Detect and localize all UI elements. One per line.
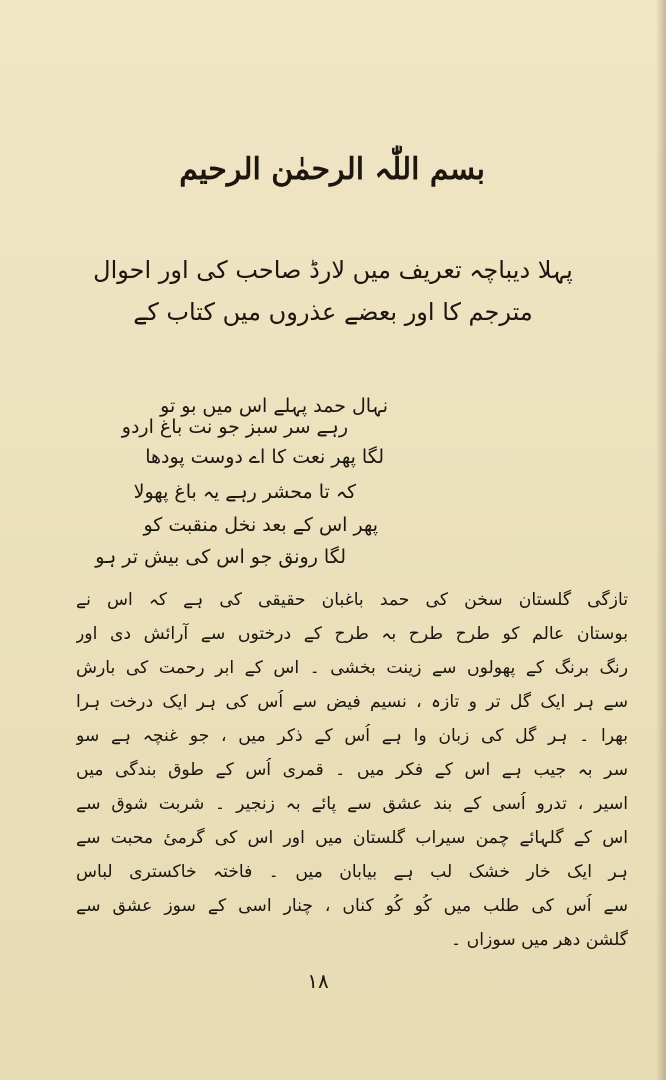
paragraph-line: تازگی گلستان سخن کی حمد باغبان حقیقی کی ہے کہ اس نے [76, 590, 628, 610]
verse-line: لگا پھر نعت کا اے دوست پودھا [145, 446, 384, 468]
chapter-heading-line-2: مترجم کا اور بعضے عذروں میں کتاب کے [133, 298, 533, 326]
paragraph-line: بوستان عالم کو طرح طرح بہ طرح کے درختوں سے آرائش دی اور [76, 624, 628, 644]
paragraph-line-last: گلشن دھر میں سوزاں ۔ [451, 930, 628, 950]
paragraph-line: رنگ برنگ کے پھولوں سے زینت بخشی ۔ اس کے ابر رحمت کی بارش [76, 658, 628, 678]
paragraph-line: اس کے گلہائے چمن سیراب گلستان میں اور اس کی گرمیٔ محبت سے [76, 828, 628, 848]
verse-line: لگا رونق جو اس کی بیش تر ہو [95, 546, 346, 568]
paragraph-line: ہر ایک خار خشک لب ہے بیابان میں ۔ فاختہ خاکستری لباس [76, 862, 628, 882]
page-edge-shadow [656, 0, 666, 1080]
verse-line: کہ تا محشر رہے یہ باغ پھولا [133, 481, 356, 503]
paragraph-line: سے ہر ایک گل تر و تازہ ، نسیم فیض سے اُس کی ہر ایک درخت ہرا [76, 692, 628, 712]
verse-line: نہال حمد پہلے اس میں بو تو [160, 395, 388, 417]
paragraph-line: بھرا ۔ ہر گل کی زبان وا ہے اُس کے ذکر میں ، جو غنچہ ہے سو [76, 726, 628, 746]
paragraph-line: سر بہ جیب ہے اس کے فکر میں ۔ قمری اُس کے طوق بندگی میں [76, 760, 628, 780]
bismillah-calligraphy: بسم اللّٰہ الرحمٰن الرحیم [179, 152, 485, 187]
chapter-heading-line-1: پہلا دیباچہ تعریف میں لارڈ صاحب کی اور احوال [93, 256, 573, 284]
verse-line: رہے سر سبز جو نت باغ اردو [121, 416, 348, 438]
paragraph-line: اسیر ، تدرو اُسی کے بند عشق سے پائے بہ زنجیر ۔ شربت شوق سے [76, 794, 628, 814]
paragraph-line: سے اُس کی طلب میں کُو کُو کناں ، چنار اسی کے سوز عشق سے [76, 896, 628, 916]
page-number: ۱۸ [307, 969, 329, 993]
verse-line: پھر اس کے بعد نخل منقبت کو [143, 514, 378, 536]
